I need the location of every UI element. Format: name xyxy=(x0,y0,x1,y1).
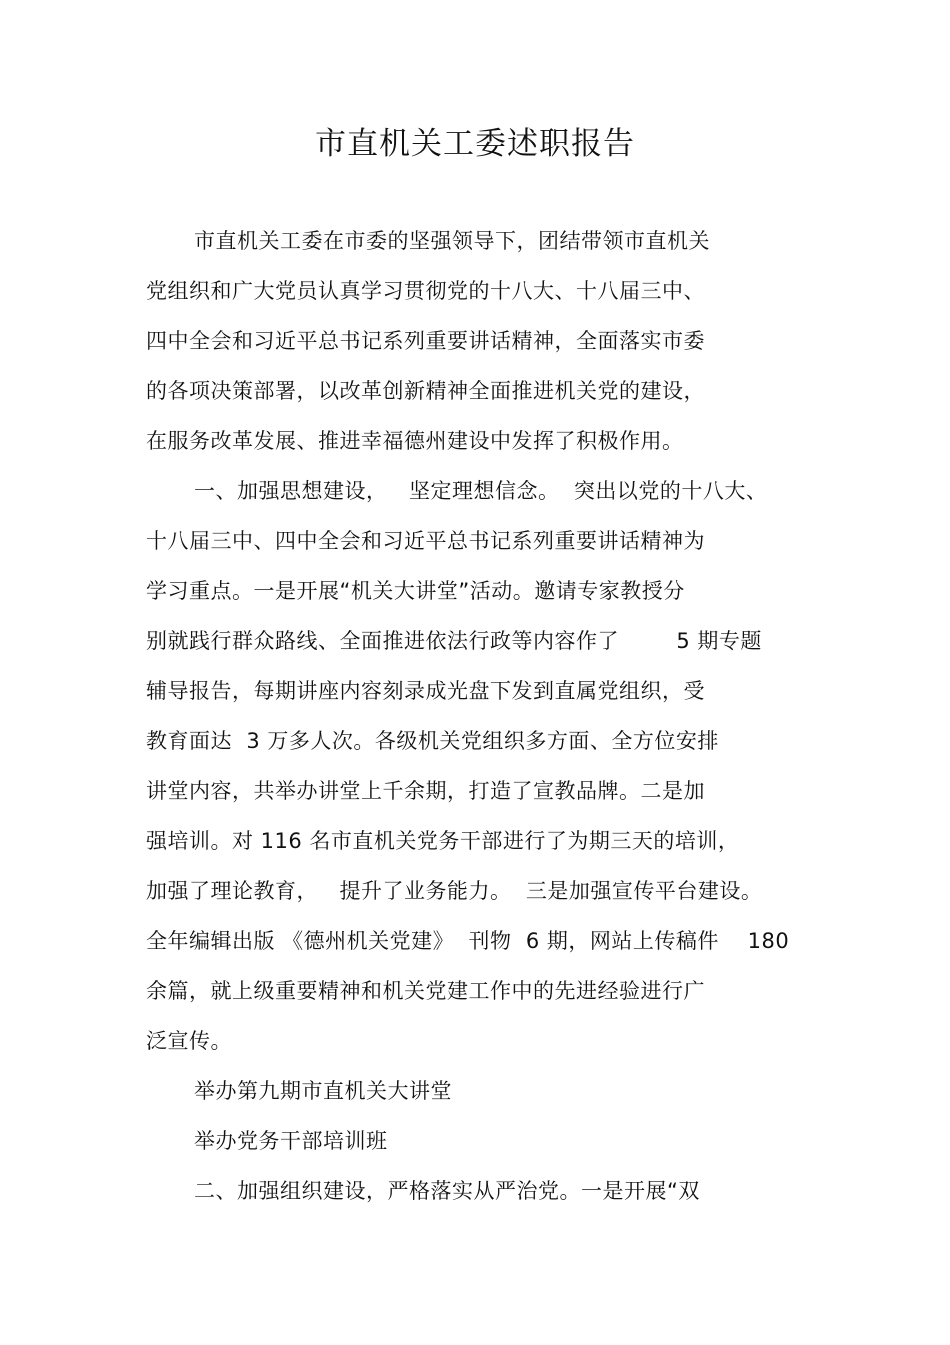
body-line: 全年编辑出版 《德州机关党建》 刊物 6 期，网站上传稿件 180 xyxy=(146,929,790,953)
body-line: 余篇，就上级重要精神和机关党建工作中的先进经验进行广 xyxy=(146,979,705,1003)
body-line: 教育面达 3 万多人次。各级机关党组织多方面、全方位安排 xyxy=(146,729,719,753)
body-line: 学习重点。一是开展“机关大讲堂”活动。邀请专家教授分 xyxy=(146,579,685,603)
section-heading-line: 二、加强组织建设，严格落实从严治党。一是开展“双 xyxy=(194,1179,700,1203)
body-line: 的各项决策部署，以改革创新精神全面推进机关党的建设， xyxy=(146,379,705,403)
section-heading-line: 一、加强思想建设， 坚定理想信念。 突出以党的十八大、 xyxy=(194,479,768,503)
body-line: 辅导报告，每期讲座内容刻录成光盘下发到直属党组织，受 xyxy=(146,679,705,703)
body-line: 强培训。对 116 名市直机关党务干部进行了为期三天的培训， xyxy=(146,829,740,853)
body-line: 党组织和广大党员认真学习贯彻党的十八大、十八届三中、 xyxy=(146,279,705,303)
body-line: 市直机关工委在市委的坚强领导下，团结带领市直机关 xyxy=(194,229,710,253)
image-caption: 举办党务干部培训班 xyxy=(194,1129,388,1153)
body-line: 十八届三中、四中全会和习近平总书记系列重要讲话精神为 xyxy=(146,529,705,553)
body-line: 加强了理论教育， 提升了业务能力。 三是加强宣传平台建设。 xyxy=(146,879,763,903)
body-line: 讲堂内容，共举办讲堂上千余期，打造了宣教品牌。二是加 xyxy=(146,779,705,803)
body-line: 在服务改革发展、推进幸福德州建设中发挥了积极作用。 xyxy=(146,429,684,453)
body-line: 别就践行群众路线、全面推进依法行政等内容作了 5 期专题 xyxy=(146,629,762,653)
image-caption: 举办第九期市直机关大讲堂 xyxy=(194,1079,452,1103)
body-line: 泛宣传。 xyxy=(146,1029,232,1053)
body-line: 四中全会和习近平总书记系列重要讲话精神，全面落实市委 xyxy=(146,329,705,353)
document-title: 市直机关工委述职报告 xyxy=(315,126,635,162)
